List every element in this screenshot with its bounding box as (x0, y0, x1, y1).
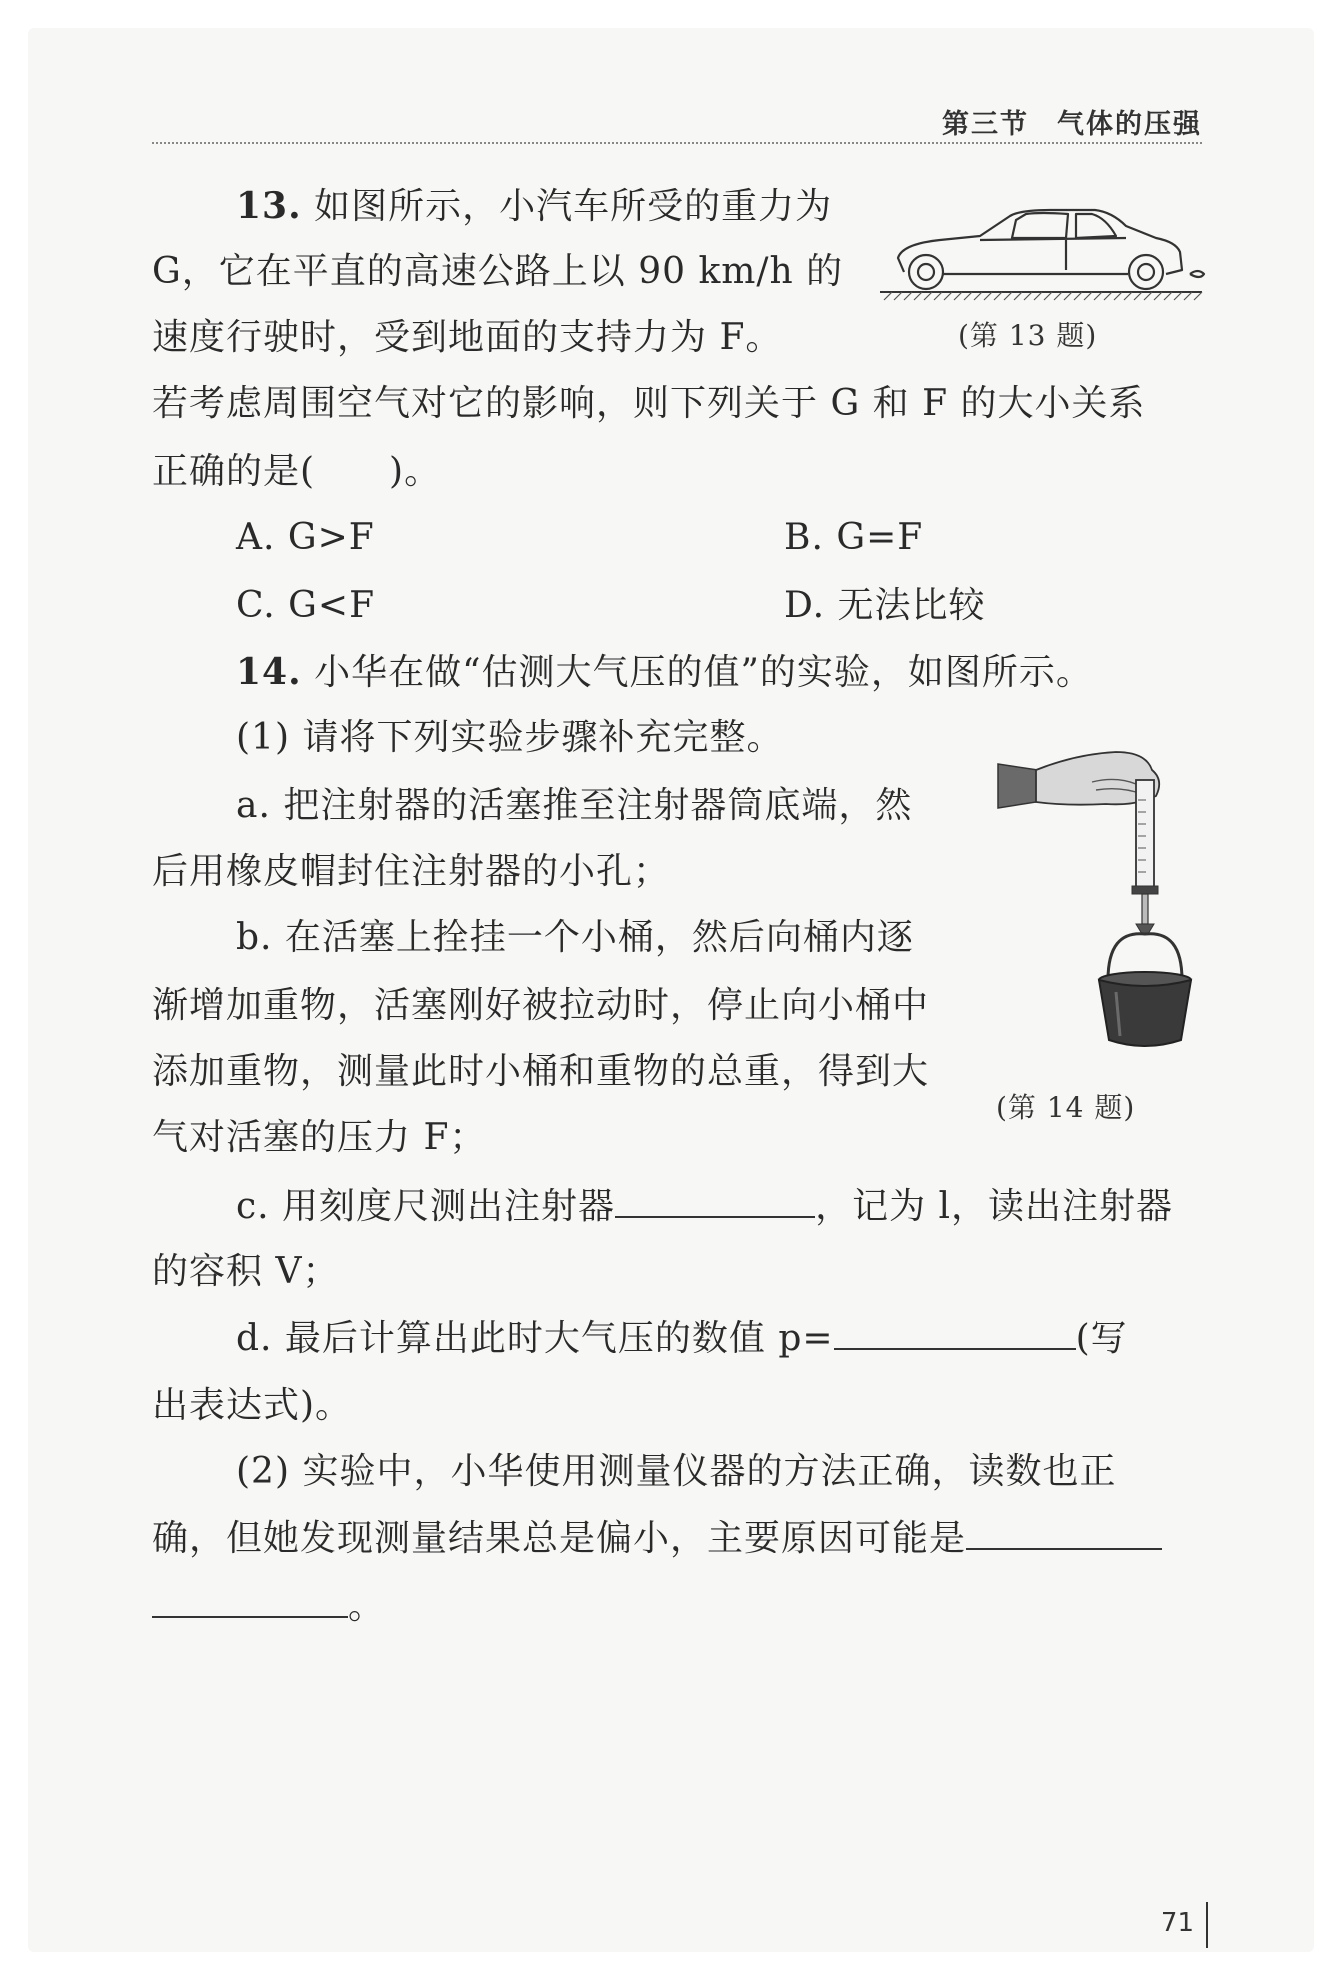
q14-step-c-text-a: c. 用刻度尺测出注射器 (236, 1186, 616, 1227)
q13-number: 13. (236, 185, 302, 227)
q14-part2-3 (152, 1586, 385, 1627)
q14-step-d-text-a: d. 最后计算出此时大气压的数值 p= (236, 1318, 834, 1359)
syringe-bucket-figure (996, 740, 1206, 1050)
q14-part1: (1) 请将下列实验步骤补充完整。 (236, 717, 784, 758)
q14-step-b-3: 添加重物，测量此时小桶和重物的总重，得到大 (152, 1051, 930, 1092)
answer-blank-reason-2[interactable] (152, 1586, 348, 1618)
q13-line-2: G，它在平直的高速公路上以 90 km/h 的 (152, 251, 844, 292)
q14-line-1 (236, 652, 1093, 693)
q14-step-d-1 (236, 1318, 1128, 1359)
q14-step-d-text-b: (写 (1075, 1318, 1128, 1359)
q14-step-b-2: 渐增加重物，活塞刚好被拉动时，停止向小桶中 (152, 985, 930, 1026)
q14-text-1: 小华在做“估测大气压的值”的实验，如图所示。 (314, 652, 1093, 693)
q14-part2-end: 。 (348, 1586, 386, 1627)
q14-step-c-1 (236, 1186, 1173, 1227)
q13-option-a: A. G>F (236, 517, 375, 558)
q13-option-d: D. 无法比较 (784, 585, 986, 626)
page-number-bar (1206, 1902, 1208, 1948)
q13-line-1 (236, 186, 832, 227)
answer-blank-reason-1[interactable] (966, 1518, 1162, 1550)
section-label: 第三节 (942, 109, 1029, 140)
q14-step-b-1: b. 在活塞上拴挂一个小桶，然后向桶内逐 (236, 917, 914, 958)
q13-caption: (第 13 题) (958, 319, 1098, 352)
q14-caption: (第 14 题) (996, 1091, 1136, 1124)
ground-hatch (884, 292, 1202, 300)
q13-line-5: 正确的是( )。 (152, 451, 442, 492)
q13-line-3: 速度行驶时，受到地面的支持力为 F。 (152, 317, 783, 358)
q14-step-a-1: a. 把注射器的活塞推至注射器筒底端，然 (236, 785, 913, 826)
q14-number: 14. (236, 651, 302, 693)
q14-step-c-text-b: ，记为 l，读出注射器 (815, 1186, 1174, 1227)
q14-step-a-2: 后用橡皮帽封住注射器的小孔； (152, 851, 671, 892)
q14-step-c-2: 的容积 V； (152, 1251, 340, 1292)
q13-option-b: B. G=F (784, 517, 924, 558)
q14-part2-2 (152, 1518, 1162, 1559)
section-title: 气体的压强 (1057, 109, 1202, 140)
running-header (942, 102, 1202, 141)
q13-text-1: 如图所示，小汽车所受的重力为 (314, 186, 833, 227)
q14-step-b-4: 气对活塞的压力 F； (152, 1117, 487, 1158)
q14-part2-text: 确，但她发现测量结果总是偏小，主要原因可能是 (152, 1518, 967, 1559)
car-figure (880, 200, 1210, 310)
q13-option-c: C. G<F (236, 585, 376, 626)
q14-step-d-2: 出表达式)。 (152, 1385, 353, 1426)
q14-part2-1: (2) 实验中，小华使用测量仪器的方法正确，读数也正 (236, 1451, 1117, 1492)
answer-blank-length[interactable] (615, 1186, 815, 1218)
page-number: 71 (1160, 1908, 1194, 1938)
q13-line-4: 若考虑周围空气对它的影响，则下列关于 G 和 F 的大小关系 (152, 383, 1146, 424)
answer-blank-pressure[interactable] (834, 1318, 1076, 1350)
header-divider (152, 142, 1202, 144)
